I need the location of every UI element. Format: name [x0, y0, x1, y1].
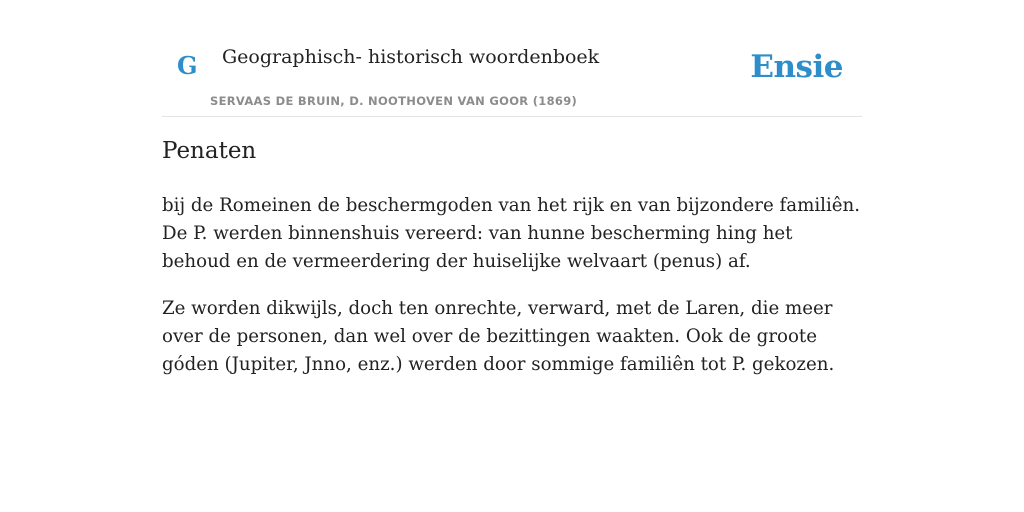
source-header — [162, 0, 862, 117]
source-book-title[interactable]: Geographisch- historisch woordenboek — [222, 46, 600, 68]
article-paragraph: Ze worden dikwijls, doch ten onrechte, verward, met de Laren, die meer over de personen, dan wel over de bezittingen waakten. Ook de groote góden (Jupiter, Jnno, enz.) werden door sommige familiên tot P. gekozen. — [162, 297, 835, 375]
entry-title: Penaten — [162, 138, 257, 164]
article — [162, 138, 862, 379]
article-paragraph: bij de Romeinen de beschermgoden van het rijk en van bijzondere familiên. De P. werden binnenshuis vereerd: van hunne bescherming hing het behoud en de vermeerdering der huiselijke welvaart (penus) af. — [162, 194, 861, 272]
brand-logo-link[interactable]: Ensie — [750, 49, 843, 85]
source-authors: SERVAAS DE BRUIN, D. NOOTHOVEN VAN GOOR (1869) — [210, 94, 578, 108]
source-logo[interactable]: G — [177, 51, 198, 80]
